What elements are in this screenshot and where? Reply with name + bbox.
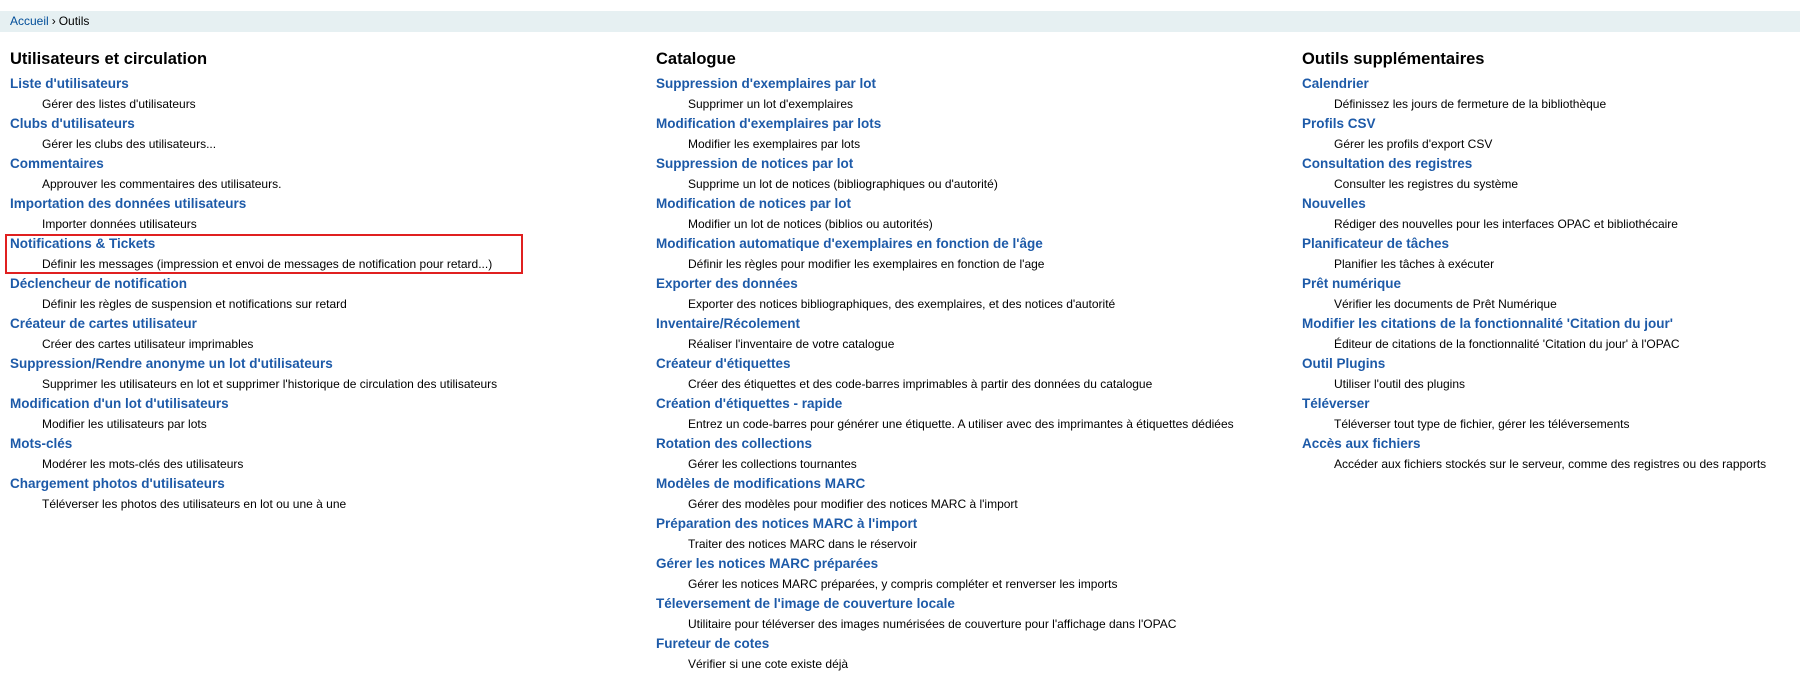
tool-description: Supprimer les utilisateurs en lot et supprimer l'historique de circulation des utilisateurs <box>42 377 498 391</box>
tool-item-nouvelles <box>1302 194 1792 234</box>
tool-item-commentaires <box>10 154 610 194</box>
section-title-additional-tools: Outils supplémentaires <box>1302 50 1485 68</box>
tool-link-createur-d-etiquettes[interactable]: Créateur d'étiquettes <box>656 356 791 371</box>
tool-description: Entrez un code-barres pour générer une étiquette. A utiliser avec des imprimantes à étiquettes dédiées <box>688 417 1234 431</box>
tool-link-commentaires[interactable]: Commentaires <box>10 156 104 171</box>
tool-description: Gérer les profils d'export CSV <box>1334 137 1493 151</box>
tool-description: Exporter des notices bibliographiques, des exemplaires, et des notices d'autorité <box>688 297 1116 311</box>
tool-description: Créer des cartes utilisateur imprimables <box>42 337 254 351</box>
tool-item-notifications-tickets <box>10 234 610 274</box>
tool-item-planificateur-de-taches <box>1302 234 1792 274</box>
tool-item-suppression-rendre-anonyme-un-lot-d-utilisateurs <box>10 354 610 394</box>
tool-description: Utilitaire pour téléverser des images numérisées de couverture pour l'affichage dans l'OPAC <box>688 617 1177 631</box>
tool-item-liste-d-utilisateurs <box>10 74 610 114</box>
tool-description: Définir les règles pour modifier les exemplaires en fonction de l'age <box>688 257 1045 271</box>
tool-description: Accéder aux fichiers stockés sur le serveur, comme des registres ou des rapports <box>1334 457 1767 471</box>
tool-link-modification-d-un-lot-d-utilisateurs[interactable]: Modification d'un lot d'utilisateurs <box>10 396 229 411</box>
tool-link-declencheur-de-notification[interactable]: Déclencheur de notification <box>10 276 188 291</box>
tool-item-acces-aux-fichiers <box>1302 434 1792 474</box>
tool-description: Gérer des modèles pour modifier des notices MARC à l'import <box>688 497 1018 511</box>
tool-item-modification-d-un-lot-d-utilisateurs <box>10 394 610 434</box>
tool-description: Vérifier les documents de Prêt Numérique <box>1334 297 1557 311</box>
tool-item-outil-plugins <box>1302 354 1792 394</box>
tool-item-modifier-les-citations-de-la-fonctionnalite-citation-du-jour <box>1302 314 1792 354</box>
tool-link-modification-de-notices-par-lot[interactable]: Modification de notices par lot <box>656 196 852 211</box>
tool-item-televerser <box>1302 394 1792 434</box>
tool-description: Approuver les commentaires des utilisateurs. <box>42 177 282 191</box>
tool-item-modification-d-exemplaires-par-lots <box>656 114 1276 154</box>
tool-item-rotation-des-collections <box>656 434 1276 474</box>
tool-link-notifications-tickets[interactable]: Notifications & Tickets <box>10 236 156 251</box>
tool-description: Gérer les clubs des utilisateurs... <box>42 137 217 151</box>
breadcrumb-home-link[interactable]: Accueil <box>10 14 49 28</box>
tool-description: Vérifier si une cote existe déjà <box>688 657 849 671</box>
tool-link-gerer-les-notices-marc-preparees[interactable]: Gérer les notices MARC préparées <box>656 556 879 571</box>
tool-item-importation-des-donnees-utilisateurs <box>10 194 610 234</box>
column-additional-tools <box>1302 48 1792 474</box>
tool-description: Modifier les utilisateurs par lots <box>42 417 207 431</box>
tool-item-createur-d-etiquettes <box>656 354 1276 394</box>
tool-description: Gérer les notices MARC préparées, y compris compléter et renverser les imports <box>688 577 1118 591</box>
tool-item-pret-numerique <box>1302 274 1792 314</box>
tool-item-televersement-de-l-image-de-couverture-locale <box>656 594 1276 634</box>
section-title-patrons-circulation: Utilisateurs et circulation <box>10 50 208 68</box>
tool-description: Gérer les collections tournantes <box>688 457 857 471</box>
tool-item-inventaire-recolement <box>656 314 1276 354</box>
tool-description: Téléverser tout type de fichier, gérer les téléversements <box>1334 417 1630 431</box>
tool-list-patrons <box>10 74 610 514</box>
tool-link-modification-automatique-d-exemplaires-en-fonction-de-l-age[interactable]: Modification automatique d'exemplaires en fonction de l'âge <box>656 236 1043 251</box>
tool-link-calendrier[interactable]: Calendrier <box>1302 76 1369 91</box>
tool-link-consultation-des-registres[interactable]: Consultation des registres <box>1302 156 1473 171</box>
tool-item-clubs-d-utilisateurs <box>10 114 610 154</box>
tool-link-suppression-de-notices-par-lot[interactable]: Suppression de notices par lot <box>656 156 854 171</box>
tool-list-additional <box>1302 74 1792 474</box>
tool-item-mots-cles <box>10 434 610 474</box>
tool-link-modeles-de-modifications-marc[interactable]: Modèles de modifications MARC <box>656 476 866 491</box>
tool-item-gerer-les-notices-marc-preparees <box>656 554 1276 594</box>
tool-link-chargement-photos-d-utilisateurs[interactable]: Chargement photos d'utilisateurs <box>10 476 225 491</box>
tool-description: Téléverser les photos des utilisateurs en lot ou une à une <box>42 497 347 511</box>
tool-link-profils-csv[interactable]: Profils CSV <box>1302 116 1376 131</box>
tool-item-suppression-d-exemplaires-par-lot <box>656 74 1276 114</box>
tool-link-televerser[interactable]: Téléverser <box>1302 396 1370 411</box>
tool-item-suppression-de-notices-par-lot <box>656 154 1276 194</box>
tool-item-chargement-photos-d-utilisateurs <box>10 474 610 514</box>
tool-link-planificateur-de-taches[interactable]: Planificateur de tâches <box>1302 236 1450 251</box>
tool-description: Importer données utilisateurs <box>42 217 197 231</box>
tool-description: Définissez les jours de fermeture de la bibliothèque <box>1334 97 1607 111</box>
tool-description: Modifier un lot de notices (biblios ou autorités) <box>688 217 933 231</box>
tool-link-rotation-des-collections[interactable]: Rotation des collections <box>656 436 813 451</box>
tool-description: Consulter les registres du système <box>1334 177 1519 191</box>
tool-description: Utiliser l'outil des plugins <box>1334 377 1466 391</box>
tool-item-modification-de-notices-par-lot <box>656 194 1276 234</box>
section-title-catalog: Catalogue <box>656 50 736 68</box>
tool-description: Supprime un lot de notices (bibliographiques ou d'autorité) <box>688 177 998 191</box>
tool-item-preparation-des-notices-marc-a-l-import <box>656 514 1276 554</box>
tool-item-calendrier <box>1302 74 1792 114</box>
tool-description: Gérer des listes d'utilisateurs <box>42 97 196 111</box>
tool-link-televersement-de-l-image-de-couverture-locale[interactable]: Téleversement de l'image de couverture locale <box>656 596 955 611</box>
tool-item-createur-de-cartes-utilisateur <box>10 314 610 354</box>
tool-description: Définir les règles de suspension et notifications sur retard <box>42 297 347 311</box>
tool-item-creation-d-etiquettes-rapide <box>656 394 1276 434</box>
breadcrumb <box>0 11 1800 32</box>
tool-link-acces-aux-fichiers[interactable]: Accès aux fichiers <box>1302 436 1421 451</box>
tool-link-importation-des-donnees-utilisateurs[interactable]: Importation des données utilisateurs <box>10 196 247 211</box>
tool-link-modification-d-exemplaires-par-lots[interactable]: Modification d'exemplaires par lots <box>656 116 882 131</box>
tool-link-suppression-d-exemplaires-par-lot[interactable]: Suppression d'exemplaires par lot <box>656 76 877 91</box>
tool-item-modeles-de-modifications-marc <box>656 474 1276 514</box>
tool-link-outil-plugins[interactable]: Outil Plugins <box>1302 356 1386 371</box>
tool-item-exporter-des-donnees <box>656 274 1276 314</box>
tool-item-declencheur-de-notification <box>10 274 610 314</box>
tool-description: Éditeur de citations de la fonctionnalité 'Citation du jour' à l'OPAC <box>1334 337 1680 351</box>
tool-description: Modérer les mots-clés des utilisateurs <box>42 457 244 471</box>
tool-link-pret-numerique[interactable]: Prêt numérique <box>1302 276 1402 291</box>
column-catalog <box>656 48 1276 674</box>
tool-link-fureteur-de-cotes[interactable]: Fureteur de cotes <box>656 636 770 651</box>
breadcrumb-separator: › <box>51 14 56 28</box>
tool-link-liste-d-utilisateurs[interactable]: Liste d'utilisateurs <box>10 76 129 91</box>
column-patrons-circulation <box>10 48 610 514</box>
tool-description: Rédiger des nouvelles pour les interfaces OPAC et bibliothécaire <box>1334 217 1678 231</box>
tool-description: Modifier les exemplaires par lots <box>688 137 861 151</box>
tool-list-catalog <box>656 74 1276 674</box>
tool-item-fureteur-de-cotes <box>656 634 1276 674</box>
tool-link-nouvelles[interactable]: Nouvelles <box>1302 196 1366 211</box>
tool-link-creation-d-etiquettes-rapide[interactable]: Création d'étiquettes - rapide <box>656 396 843 411</box>
tool-link-createur-de-cartes-utilisateur[interactable]: Créateur de cartes utilisateur <box>10 316 197 331</box>
tool-item-modification-automatique-d-exemplaires-en-fonction-de-l-age <box>656 234 1276 274</box>
tool-description: Créer des étiquettes et des code-barres imprimables à partir des données du catalogue <box>688 377 1153 391</box>
tool-description: Réaliser l'inventaire de votre catalogue <box>688 337 895 351</box>
tool-description: Planifier les tâches à exécuter <box>1334 257 1495 271</box>
tool-link-clubs-d-utilisateurs[interactable]: Clubs d'utilisateurs <box>10 116 135 131</box>
tool-description: Définir les messages (impression et envoi de messages de notification pour retard...) <box>42 257 493 271</box>
tool-description: Supprimer un lot d'exemplaires <box>688 97 854 111</box>
tool-item-consultation-des-registres <box>1302 154 1792 194</box>
breadcrumb-current: Outils <box>58 14 90 28</box>
tool-link-mots-cles[interactable]: Mots-clés <box>10 436 73 451</box>
tool-link-inventaire-recolement[interactable]: Inventaire/Récolement <box>656 316 801 331</box>
tool-link-suppression-rendre-anonyme-un-lot-d-utilisateurs[interactable]: Suppression/Rendre anonyme un lot d'utilisateurs <box>10 356 333 371</box>
tool-link-exporter-des-donnees[interactable]: Exporter des données <box>656 276 798 291</box>
tool-link-modifier-les-citations-de-la-fonctionnalite-citation-du-jour[interactable]: Modifier les citations de la fonctionnalité 'Citation du jour' <box>1302 316 1673 331</box>
tool-link-preparation-des-notices-marc-a-l-import[interactable]: Préparation des notices MARC à l'import <box>656 516 918 531</box>
tool-description: Traiter des notices MARC dans le réservoir <box>688 537 917 551</box>
tool-item-profils-csv <box>1302 114 1792 154</box>
